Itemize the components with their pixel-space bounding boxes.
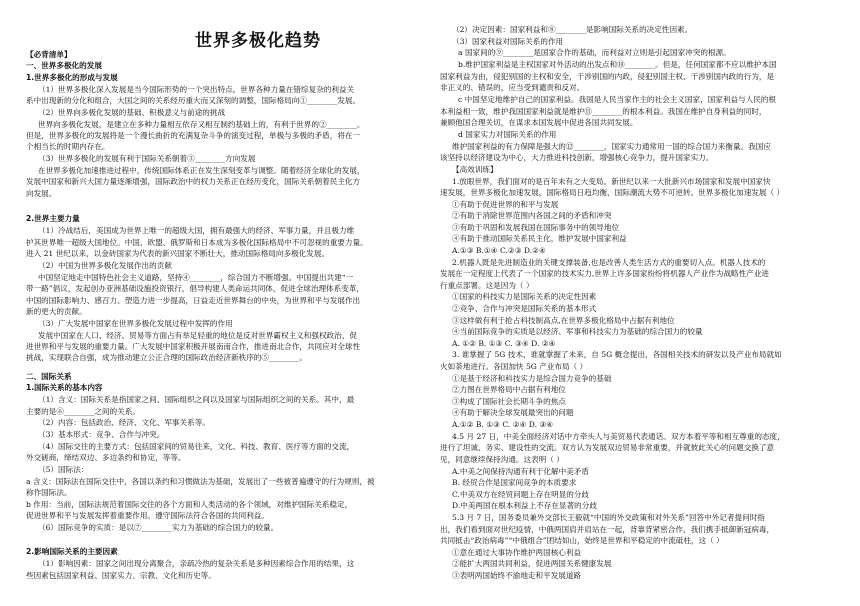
section-heading: 1.世界多极化的形成与发展 xyxy=(26,73,118,82)
text-line: 称作国际法。 xyxy=(26,488,72,497)
text-line: （5）国际法： xyxy=(38,465,89,474)
text-line: 个相当长的时期内存在。 xyxy=(26,142,110,151)
text-line: B. 经贸合作是国家间竞争的本质要求 xyxy=(452,478,577,487)
text-line: 促进世界和平与发展发挥着重要作用。遵守国际法符合各国的共同利益。 xyxy=(26,511,269,520)
text-line: ②力图在世界格局中占据有利地位 xyxy=(452,385,566,394)
text-line: 发展在一定程度上代表了一个国家的技术实力,世界上许多国家纷纷将机器人产业作为战略性产业进 xyxy=(440,269,769,278)
text-line: 系中出现新的分化和组合，大国之间的关系经历重大而又深刻的调整，国际格局向①________发展。 xyxy=(26,96,361,105)
text-line: b.维护国家利益是主权国家对外活动的出发点和⑩________。但是，任何国家都不应以维护本国 xyxy=(458,60,777,69)
text-line: （1）世界多极化深入发展是当今国际形势的一个突出特点。世界各种力量在错综复杂的利益关 xyxy=(38,85,355,94)
section-heading: 二、国际关系 xyxy=(26,372,72,381)
text-line: （2）内容：包括政治、经济、文化、军事关系等。 xyxy=(38,418,210,427)
text-line: 【高效训练】 xyxy=(452,165,498,174)
text-line: ①意在通过大事协作维护两国核心利益 xyxy=(452,548,582,557)
text-line: 维护国家利益的有力保障是强大的⑫________，国家实力通常用一国的综合国力来衡量。我国应 xyxy=(452,142,771,151)
text-line: （3）国家利益对国际关系的作用 xyxy=(452,37,564,46)
text-line: 1.放眼世界，我们面对的是百年未有之大变局。新世纪以来一大批新兴市场国家和发展中国家快 xyxy=(452,177,771,186)
text-line: ②能扩大两国共同利益，促进两国关系健康发展 xyxy=(452,559,612,568)
text-line: 中国坚定地走中国特色社会主义道路，坚持④________，综合国力不断增强。中国提出共建“一 xyxy=(38,273,354,282)
section-heading: 一、世界多极化的发展 xyxy=(26,61,102,70)
text-line: 见，同意继续保持沟通。这表明（ ） xyxy=(440,455,564,464)
text-line: （3）广大发展中国家在世界多极化发展过程中发挥的作用 xyxy=(38,319,233,328)
section-heading: 1.国际关系的基本内容 xyxy=(26,383,103,392)
text-line: 共同抵击“政治病毒”“中俄组合”团结如山，始终是世界和平稳定的中流砥柱，这（ ） xyxy=(440,536,724,545)
text-line: 世界向多极化发展，是建立在多种力量相互依存又相互制约基础上的，有利于世界的②________。 xyxy=(38,120,365,129)
section-heading: 2.世界主要力量 xyxy=(26,214,80,223)
text-line: A.①③ B.①④ C.②③ D.②④ xyxy=(452,246,546,255)
text-line: ③表明两国始终不渝地走和平发展道路 xyxy=(452,571,582,580)
text-line: 火如荼地进行。各国加快 5G 产业布局（ ） xyxy=(440,362,588,371)
text-line: 发展中国家和新兴大国力量逐渐增强，国际政治中的权力关系正在经历变化，国际关系朝着民主化方 xyxy=(26,177,361,186)
text-line: A.①② B. ①③ C. ②④ D. ③④ xyxy=(452,420,554,429)
text-line: 本利益相一致，维护我国国家利益就是维护⑪________的根本利益。我国在维护自身利益的同时， xyxy=(440,107,767,116)
text-line: 该坚持以经济建设为中心，大力推进科技创新，增强核心竞争力，提升国家实力。 xyxy=(440,153,714,162)
text-line: 非正义的、错误的，应当受到谴责和反对。 xyxy=(440,83,585,92)
text-line: 向发展。 xyxy=(26,189,57,198)
section-heading: 【必背清单】 xyxy=(26,50,72,59)
text-line: 2.机器人既是先进制造业的关键支撑装备,也是改善人类生活方式的重要切入点。机器人技术的 xyxy=(452,258,766,267)
text-line: 国家利益为由，侵犯别国的主权和安全，干涉别国的内政，侵犯别国主权、干涉别国内政的行为，是 xyxy=(440,72,775,81)
text-line: 4.5 月 27 日，中美全面经济对话中方牵头人与美贸易代表通话。双方本着平等和相互尊重的态度， xyxy=(452,432,785,441)
section-heading: 2.影响国际关系的主要因素 xyxy=(26,547,118,556)
text-line: ③有助于巩固和发展我国在国际事务中的领导地位 xyxy=(452,223,620,232)
text-line: 速发展，世界多极化加速发展，国际格局日趋均衡，国际潮流大势不可逆转。世界多极化加速发展（ ） xyxy=(440,188,785,197)
text-line: ②竞争、合作与冲突是国际关系的基本形式 xyxy=(452,304,597,313)
text-line: 进行了坦诚、务实、建设性的交流。双方认为发展双边贸易非常重要，并就彼此关心的问题交换了意 xyxy=(440,443,775,452)
text-line: a 含义：国际法在国际交往中，各国以条约和习惯做法为基础，发展出了一些被普遍遵守的行为规则，被 xyxy=(26,477,375,486)
text-line: ①是基于经济和科技实力是综合国力竞争的基础 xyxy=(452,374,612,383)
text-line: C.中美双方在经贸问题上存在明显的分歧 xyxy=(452,490,590,499)
text-line: ④当前国际竞争的实质是以经济、军事和科技实力为基础的综合国力的较量 xyxy=(452,327,703,336)
text-line: 主要的是⑥________之间的关系。 xyxy=(26,407,140,416)
page-title: 世界多极化趋势 xyxy=(195,31,321,51)
text-line: 进入 21 世纪以来，以金砖国家为代表的新兴国家不断壮大，推动国际格局向多极化发展。 xyxy=(26,249,330,258)
text-line: 中国的国际影响力、感召力、塑造力进一步提高，日益走近世界舞台的中央，为世界和平与发展作出 xyxy=(26,296,361,305)
text-line: 在世界多极化加速推进过程中，传统国际体系正在发生深刻变革与调整。随着经济全球化的发展， xyxy=(38,166,365,175)
text-line: 发展中国家在人口、经济、贸易等方面占有举足轻重的地位是反对世界霸权主义和强权政治、促 xyxy=(38,331,357,340)
text-line: 5.3 月 7 日，国务委员兼外交部长王毅就“中国的外交政策和对外关系”回答中外记者提问时指 xyxy=(452,513,765,522)
text-line: 新的更大的贡献。 xyxy=(26,307,87,316)
text-line: 出，我们看到面对世纪疫情，中俄两国肩并肩站在一起，背靠背紧密合作，我们携手抵御新冠病毒， xyxy=(440,525,775,534)
text-line: a 国家间的⑨________是国家合作的基础，而利益对立则是引起国家冲突的根源。 xyxy=(458,48,731,57)
text-line: 行重点部署。这是因为（ ） xyxy=(440,281,534,290)
text-line: ④有助于解决全球发展最突出的问题 xyxy=(452,408,574,417)
text-line: D.中美两国在根本利益上不存在显著的分歧 xyxy=(452,501,597,510)
text-line: （4）国际交往的主要方式：包括国家间的贸易往来，文化、科技、教育、医疗等方面的交流， xyxy=(38,442,355,451)
text-line: （2）决定因素：国家利益和⑧________是影响国际关系的决定性因素。 xyxy=(452,25,693,34)
text-line: 进世界和平与发展的重要力量。广大发展中国家积极开展南南合作，推进南北合作，共同应对全球性 xyxy=(26,342,361,351)
text-line: ③这样做有利于抢占科技制高点,在世界多极化格局中占据有利地位 xyxy=(452,316,675,325)
text-line: 兼顾他国合理关切，在谋求本国发展中促进各国共同发展。 xyxy=(440,118,638,127)
text-line: （6）国际竞争的实质：是以⑦________实力为基础的综合国力的较量。 xyxy=(38,523,279,532)
text-line: （2）世界向多极化发展的基础、积极意义与前途的挑战 xyxy=(38,108,226,117)
text-line: ①国家的科技实力是国际关系的决定性因素 xyxy=(452,292,597,301)
text-line: A. ①② B. ①③ C. ③④ D. ②④ xyxy=(452,339,556,348)
text-line: 带一路”倡议，发起创办亚洲基础设施投资银行，倡导构建人类命运共同体，促进全球治理体系变革， xyxy=(26,284,365,293)
text-line: c 中国坚定地维护自己的国家利益。我国是人民当家作主的社会主义国家，国家利益与人民的根 xyxy=(458,95,777,104)
text-line: ③构成了国际社会长期斗争的焦点 xyxy=(452,397,566,406)
text-line: d 国家实力对国际关系的作用 xyxy=(458,130,557,139)
text-line: （2）中国为世界多极化发展作出的贡献 xyxy=(38,261,172,270)
text-line: 外交磋商，缔结双边、多边条约和协定，等等。 xyxy=(26,453,186,462)
text-line: （3）世界多极化的发展有利于国际关系朝着③________方向发展 xyxy=(38,154,256,163)
text-line: （1）含义：国际关系是指国家之间、国际组织之间以及国家与国际组织之间的关系。其中，最 xyxy=(38,395,355,404)
text-line: （1）冷战结后，美国成为世界上唯一的超级大国，拥有最强大的经济、军事力量，并且极力维 xyxy=(38,226,355,235)
text-line: （1）影响因素：国家之间出现分离聚合，亲疏冷热的复杂关系是多种因素综合作用的结果，这 xyxy=(38,559,355,568)
text-line: （3）基本形式：竞争、合作与冲突。 xyxy=(38,430,165,439)
text-line: ①有助于促进世界的和平与发展 xyxy=(452,200,559,209)
text-line: 护其世界唯一超级大国地位。中国、欧盟、俄罗斯和日本成为多极化国际格局中不可忽视的重要力量。 xyxy=(26,238,368,247)
text-line: 3. 谁掌握了 5G 技术，谁就掌握了未来，自 5G 概念提出，各国相关技术的研发以及产业布局就如 xyxy=(452,350,782,359)
text-line: 些因素包括国家利益、国家实力、宗教、文化和历史等。 xyxy=(26,571,216,580)
text-line: b 作用：当前，国际法规范着国际交往的各个方面和人类活动的各个领域，对维护国际关系稳定， xyxy=(26,500,353,509)
text-line: ④有助于推动国际关系民主化，维护发展中国家利益 xyxy=(452,234,627,243)
text-line: ②有助于消除世界范围内各国之间的矛盾和冲突 xyxy=(452,211,612,220)
text-line: A.中美之间保持沟通有利于化解中美矛盾 xyxy=(452,467,589,476)
text-line: 但是，世界多极化的发展将是一个漫长曲折的充满复杂斗争的演变过程，单极与多极的矛盾，将在一 xyxy=(26,131,361,140)
text-line: 挑战，实现联合自强，成为推动建立公正合理的国际政治经济新秩序的⑤________。 xyxy=(26,353,307,362)
